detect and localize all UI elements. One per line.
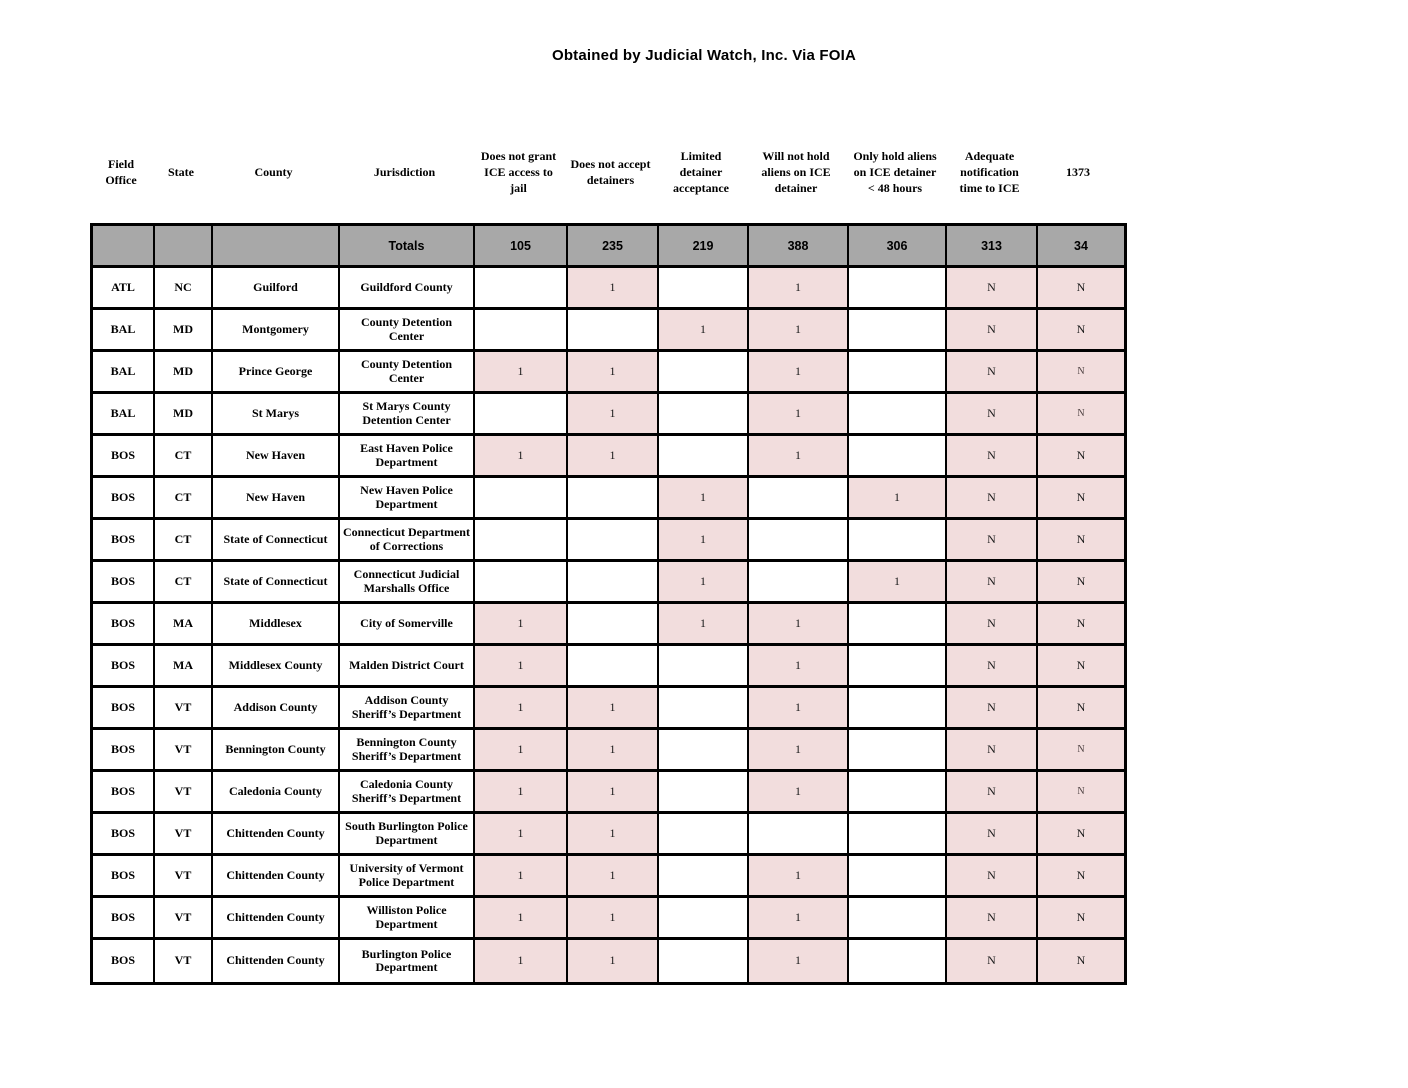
cell-field-office: BOS [93,898,155,940]
cell-limited: 1 [659,562,749,604]
cell-hold_48 [849,394,947,436]
cell-no_jail_access: 1 [475,856,568,898]
cell-jurisdiction: Malden District Court [340,646,475,688]
cell-field-office: BOS [93,856,155,898]
cell-hold_48: 1 [849,478,947,520]
cell-no_jail_access [475,478,568,520]
cell-hold_48 [849,772,947,814]
cell-no_detainers: 1 [568,856,659,898]
cell-s1373: N [1038,310,1124,352]
cell-no_hold: 1 [749,898,849,940]
cell-no_hold: 1 [749,436,849,478]
cell-field-office: BOS [93,478,155,520]
cell-no_jail_access: 1 [475,352,568,394]
cell-no_detainers [568,310,659,352]
cell-field-office: BOS [93,730,155,772]
cell-no_jail_access: 1 [475,436,568,478]
cell-no_detainers [568,520,659,562]
cell-jurisdiction: County Detention Center [340,310,475,352]
cell-field-office: BOS [93,688,155,730]
cell-county: New Haven [213,436,340,478]
cell-field-office: BOS [93,604,155,646]
totals-value-notification: 313 [947,226,1038,268]
cell-jurisdiction: Addison County Sheriff’s Department [340,688,475,730]
cell-no_detainers: 1 [568,436,659,478]
cell-notification: N [947,394,1038,436]
table-header-row [90,124,1121,220]
totals-empty-cell [213,226,340,268]
cell-state: VT [155,814,213,856]
cell-jurisdiction: Connecticut Department of Corrections [340,520,475,562]
cell-no_detainers: 1 [568,898,659,940]
cell-state: MA [155,646,213,688]
cell-notification: N [947,310,1038,352]
cell-limited [659,352,749,394]
cell-no_detainers: 1 [568,352,659,394]
totals-value-no_jail_access: 105 [475,226,568,268]
totals-value-limited: 219 [659,226,749,268]
column-header-hold_48: Only hold aliens on ICE detainer < 48 hours [853,148,937,196]
cell-no_hold [749,478,849,520]
cell-no_hold: 1 [749,310,849,352]
cell-jurisdiction: Williston Police Department [340,898,475,940]
cell-jurisdiction: Bennington County Sheriff’s Department [340,730,475,772]
cell-no_detainers [568,646,659,688]
cell-no_hold: 1 [749,730,849,772]
cell-no_hold: 1 [749,352,849,394]
cell-field-office: BAL [93,310,155,352]
totals-value-no_hold: 388 [749,226,849,268]
cell-county: Middlesex County [213,646,340,688]
cell-no_jail_access [475,394,568,436]
cell-state: CT [155,478,213,520]
cell-county: Guilford [213,268,340,310]
cell-notification: N [947,856,1038,898]
cell-no_detainers: 1 [568,814,659,856]
cell-notification: N [947,646,1038,688]
cell-hold_48 [849,352,947,394]
cell-s1373: N [1038,520,1124,562]
cell-jurisdiction: Guildford County [340,268,475,310]
cell-no_detainers: 1 [568,268,659,310]
cell-jurisdiction: Caledonia County Sheriff’s Department [340,772,475,814]
column-header-office: Field Office [105,156,137,187]
cell-limited [659,898,749,940]
cell-no_detainers: 1 [568,940,659,982]
cell-no_jail_access [475,562,568,604]
cell-jurisdiction: Connecticut Judicial Marshalls Office [340,562,475,604]
cell-jurisdiction: St Marys County Detention Center [340,394,475,436]
cell-limited [659,856,749,898]
cell-notification: N [947,898,1038,940]
cell-no_jail_access [475,268,568,310]
cell-field-office: BOS [93,520,155,562]
cell-state: VT [155,730,213,772]
cell-no_detainers: 1 [568,688,659,730]
cell-no_jail_access: 1 [475,730,568,772]
cell-state: CT [155,436,213,478]
cell-county: New Haven [213,478,340,520]
column-header-county: County [254,164,293,179]
cell-state: VT [155,856,213,898]
column-header-jurisdiction: Jurisdiction [373,164,436,179]
column-header-limited: Limited detainer acceptance [673,148,729,196]
cell-state: NC [155,268,213,310]
cell-jurisdiction: East Haven Police Department [340,436,475,478]
cell-state: CT [155,562,213,604]
cell-jurisdiction: City of Somerville [340,604,475,646]
cell-limited: 1 [659,604,749,646]
cell-hold_48 [849,688,947,730]
cell-no_jail_access: 1 [475,814,568,856]
cell-hold_48 [849,730,947,772]
cell-county: State of Connecticut [213,562,340,604]
cell-hold_48 [849,814,947,856]
cell-county: Chittenden County [213,814,340,856]
cell-no_jail_access: 1 [475,898,568,940]
cell-s1373: N [1038,604,1124,646]
cell-limited [659,436,749,478]
totals-value-hold_48: 306 [849,226,947,268]
cell-s1373: N [1038,352,1124,394]
cell-limited [659,772,749,814]
cell-jurisdiction: County Detention Center [340,352,475,394]
cell-county: Bennington County [213,730,340,772]
totals-label: Totals [340,226,475,268]
cell-s1373: N [1038,268,1124,310]
cell-no_hold: 1 [749,604,849,646]
document-title: Obtained by Judicial Watch, Inc. Via FOIA [551,47,857,64]
cell-county: Middlesex [213,604,340,646]
cell-field-office: BOS [93,814,155,856]
cell-no_hold [749,814,849,856]
cell-field-office: BAL [93,352,155,394]
cell-no_jail_access: 1 [475,772,568,814]
cell-hold_48 [849,310,947,352]
totals-value-no_detainers: 235 [568,226,659,268]
cell-notification: N [947,268,1038,310]
cell-s1373: N [1038,730,1124,772]
cell-notification: N [947,520,1038,562]
cell-state: MD [155,394,213,436]
cell-notification: N [947,772,1038,814]
totals-empty-cell [155,226,213,268]
cell-no_detainers: 1 [568,730,659,772]
column-header-no_detainers: Does not accept detainers [570,156,651,187]
cell-state: VT [155,940,213,982]
cell-jurisdiction: South Burlington Police Department [340,814,475,856]
cell-state: CT [155,520,213,562]
cell-field-office: ATL [93,268,155,310]
totals-empty-cell [93,226,155,268]
cell-hold_48: 1 [849,562,947,604]
cell-no_jail_access: 1 [475,940,568,982]
cell-state: VT [155,772,213,814]
cell-limited [659,688,749,730]
cell-hold_48 [849,604,947,646]
cell-s1373: N [1038,898,1124,940]
cell-s1373: N [1038,940,1124,982]
cell-no_hold: 1 [749,688,849,730]
column-header-no_hold: Will not hold aliens on ICE detainer [761,148,831,196]
cell-no_hold: 1 [749,394,849,436]
cell-state: VT [155,688,213,730]
cell-county: Montgomery [213,310,340,352]
cell-limited: 1 [659,478,749,520]
cell-s1373: N [1038,856,1124,898]
cell-no_detainers: 1 [568,394,659,436]
cell-limited [659,646,749,688]
cell-hold_48 [849,856,947,898]
cell-limited [659,730,749,772]
cell-no_jail_access: 1 [475,688,568,730]
cell-no_hold: 1 [749,940,849,982]
cell-field-office: BOS [93,562,155,604]
totals-value-s1373: 34 [1038,226,1124,268]
cell-county: Chittenden County [213,856,340,898]
cell-county: St Marys [213,394,340,436]
cell-no_detainers [568,604,659,646]
cell-notification: N [947,814,1038,856]
cell-s1373: N [1038,814,1124,856]
cell-field-office: BOS [93,436,155,478]
cell-limited [659,940,749,982]
cell-county: State of Connecticut [213,520,340,562]
cell-no_detainers [568,562,659,604]
column-header-state: State [168,164,194,179]
cell-s1373: N [1038,688,1124,730]
cell-jurisdiction: University of Vermont Police Department [340,856,475,898]
cell-limited [659,814,749,856]
column-header-no_jail_access: Does not grant ICE access to jail [480,148,557,196]
cell-no_hold: 1 [749,646,849,688]
cell-no_hold: 1 [749,772,849,814]
cell-notification: N [947,604,1038,646]
cell-hold_48 [849,520,947,562]
cell-no_detainers: 1 [568,772,659,814]
cell-no_jail_access [475,520,568,562]
cell-no_jail_access: 1 [475,646,568,688]
cell-field-office: BAL [93,394,155,436]
cell-limited: 1 [659,310,749,352]
cell-hold_48 [849,268,947,310]
cell-s1373: N [1038,394,1124,436]
cell-s1373: N [1038,646,1124,688]
cell-limited: 1 [659,520,749,562]
cell-field-office: BOS [93,646,155,688]
cell-notification: N [947,352,1038,394]
cell-hold_48 [849,436,947,478]
cell-county: Addison County [213,688,340,730]
cell-county: Chittenden County [213,940,340,982]
cell-no_detainers [568,478,659,520]
cell-field-office: BOS [93,940,155,982]
cell-county: Caledonia County [213,772,340,814]
cell-hold_48 [849,646,947,688]
cell-s1373: N [1038,478,1124,520]
cell-hold_48 [849,940,947,982]
cell-no_hold: 1 [749,268,849,310]
cell-state: MD [155,310,213,352]
cell-notification: N [947,562,1038,604]
cell-notification: N [947,940,1038,982]
cell-s1373: N [1038,772,1124,814]
cell-notification: N [947,730,1038,772]
cell-field-office: BOS [93,772,155,814]
cell-s1373: N [1038,562,1124,604]
cell-no_hold [749,562,849,604]
cell-state: MD [155,352,213,394]
cell-state: MA [155,604,213,646]
cell-hold_48 [849,898,947,940]
cell-state: VT [155,898,213,940]
cell-limited [659,268,749,310]
cell-notification: N [947,436,1038,478]
cell-jurisdiction: Burlington Police Department [340,940,475,982]
cell-notification: N [947,688,1038,730]
cell-jurisdiction: New Haven Police Department [340,478,475,520]
cell-limited [659,394,749,436]
cell-no_hold: 1 [749,856,849,898]
column-header-notification: Adequate notification time to ICE [959,148,1020,196]
cell-notification: N [947,478,1038,520]
cell-no_jail_access: 1 [475,604,568,646]
cell-no_jail_access [475,310,568,352]
cell-county: Chittenden County [213,898,340,940]
cell-county: Prince George [213,352,340,394]
column-header-s1373: 1373 [1066,164,1090,179]
data-table [90,223,1127,985]
cell-s1373: N [1038,436,1124,478]
cell-no_hold [749,520,849,562]
